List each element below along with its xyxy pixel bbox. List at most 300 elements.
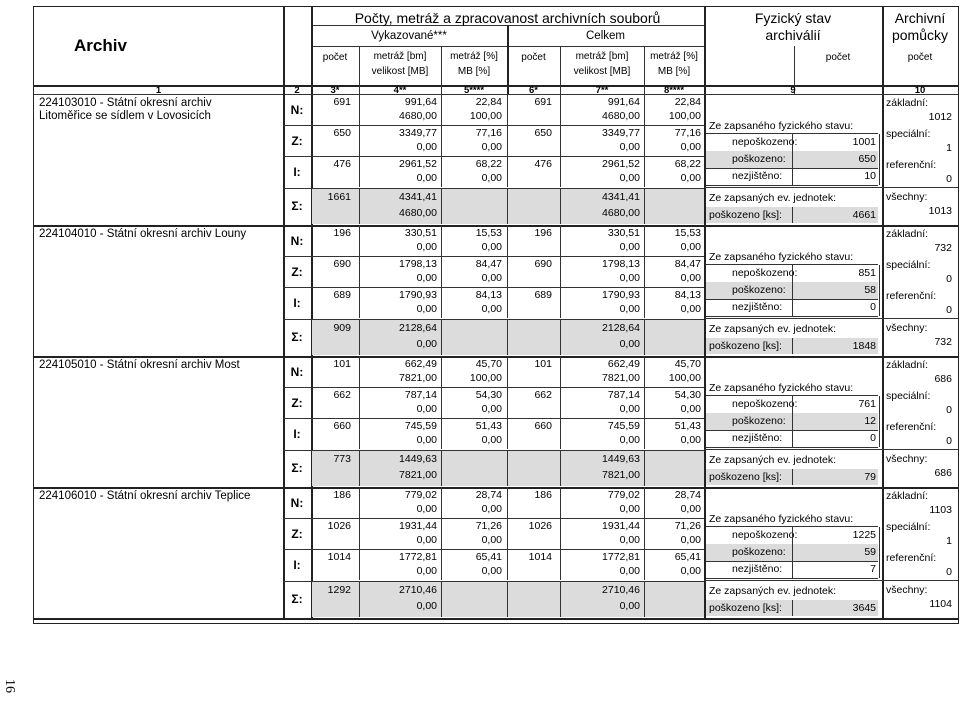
sum-velikost-cell: 4680,00 (399, 207, 437, 219)
percent-mb-cell: 0,00 (481, 272, 502, 284)
header-pocet: počet (521, 52, 546, 63)
fyz-value-neposkozeno: 851 (858, 267, 876, 279)
count-cell: 650 (333, 127, 351, 139)
header-celkem: Celkem (586, 30, 625, 42)
velikost-cell: 0,00 (416, 172, 437, 184)
row-label: N: (290, 102, 304, 117)
pom-label-specialni: speciální: (886, 259, 931, 271)
fyz-head: Ze zapsaného fyzického stavu: (709, 120, 854, 132)
fyz-label-nezjisteno: nezjištěno: (732, 563, 783, 575)
count-cell: 186 (333, 489, 351, 501)
sum-metraz-cell: 2710,46 (399, 584, 437, 596)
percent-m-cell: 84,47 (475, 258, 502, 270)
pom-value-referencni: 0 (946, 435, 952, 447)
header-metraz: metráž [bm] (373, 51, 427, 62)
percent-m-cell: 65,41 (475, 551, 502, 563)
metraz-cell: 991,64 (404, 96, 437, 108)
header-pocet-fyz: počet (825, 52, 851, 63)
pom-label-zakladni: základní: (886, 228, 929, 240)
celkem-percent-m-cell: 71,26 (674, 520, 701, 532)
pom-label-vsechny: všechny: (886, 322, 928, 334)
fyz-label-neposkozeno: nepoškozeno: (732, 267, 798, 279)
pom-value-vsechny: 686 (934, 467, 952, 479)
row-label: I: (293, 295, 301, 310)
celkem-velikost-cell: 4680,00 (602, 110, 640, 122)
fyz-label-neposkozeno: nepoškozeno: (732, 529, 798, 541)
fyz-value-nezjisteno: 7 (870, 563, 876, 575)
ev-label: poškozeno [ks]: (709, 340, 782, 352)
velikost-cell: 7821,00 (399, 372, 437, 384)
celkem-velikost-cell: 7821,00 (602, 372, 640, 384)
grid-line (879, 527, 880, 544)
grid-line (283, 156, 704, 157)
sum-count-cell: 1292 (327, 584, 351, 596)
count-cell: 476 (333, 158, 351, 170)
celkem-count-cell: 1026 (528, 520, 552, 532)
percent-mb-cell: 0,00 (481, 303, 502, 315)
count-cell: 689 (333, 289, 351, 301)
grid-line (706, 447, 878, 448)
grid-line (792, 151, 793, 168)
header-procent-m: metráž [%] (650, 51, 698, 62)
celkem-percent-mb-cell: 0,00 (680, 303, 701, 315)
fyz-label-nezjisteno: nezjištěno: (732, 170, 783, 182)
celkem-percent-mb-cell: 0,00 (680, 272, 701, 284)
grid-line (792, 168, 793, 185)
celkem-count-cell: 691 (534, 96, 552, 108)
celkem-velikost-cell: 0,00 (619, 241, 640, 253)
grid-line (441, 319, 442, 355)
fyz-label-neposkozeno: nepoškozeno: (732, 398, 798, 410)
celkem-percent-m-cell: 15,53 (674, 227, 701, 239)
velikost-cell: 0,00 (416, 503, 437, 515)
header-fyzicky-stav: Fyzický stav (754, 10, 832, 26)
grid-line (441, 450, 442, 486)
row-label: N: (290, 233, 304, 248)
pom-label-specialni: speciální: (886, 521, 931, 533)
grid-line (441, 581, 442, 617)
fyz-label-poskozeno: poškozeno: (732, 546, 786, 558)
header-pocet-pom: počet (907, 52, 933, 63)
pom-value-vsechny: 1013 (928, 205, 952, 217)
row-label: N: (290, 364, 304, 379)
grid-line (644, 188, 645, 224)
grid-line (283, 549, 704, 550)
pom-label-referencni: referenční: (886, 290, 937, 302)
pom-value-referencni: 0 (946, 566, 952, 578)
celkem-metraz-cell: 1772,81 (602, 551, 640, 563)
row-label: I: (293, 426, 301, 441)
row-label: Z: (291, 264, 303, 279)
velikost-cell: 0,00 (416, 241, 437, 253)
grid-line (882, 580, 958, 581)
fyz-value-neposkozeno: 1001 (852, 136, 876, 148)
grid-line (706, 578, 878, 579)
grid-line (507, 188, 508, 224)
grid-line (704, 187, 882, 188)
celkem-velikost-cell: 0,00 (619, 172, 640, 184)
sum-velikost-cell: 0,00 (416, 338, 437, 350)
metraz-cell: 1798,13 (399, 258, 437, 270)
velikost-cell: 0,00 (416, 534, 437, 546)
metraz-cell: 330,51 (404, 227, 437, 239)
row-label: N: (290, 495, 304, 510)
grid-line (706, 185, 878, 186)
pom-value-zakladni: 1012 (928, 111, 952, 123)
grid-line (792, 561, 793, 578)
celkem-count-cell: 1014 (528, 551, 552, 563)
metraz-cell: 745,59 (404, 420, 437, 432)
ev-value: 3645 (852, 602, 876, 614)
grid-line (34, 618, 958, 620)
sum-celkem-metraz-cell: 2128,64 (602, 322, 640, 334)
metraz-cell: 1931,44 (399, 520, 437, 532)
percent-mb-cell: 0,00 (481, 534, 502, 546)
celkem-velikost-cell: 0,00 (619, 403, 640, 415)
pom-label-specialni: speciální: (886, 390, 931, 402)
header-velikost: velikost [MB] (371, 66, 429, 77)
header-velikost: velikost [MB] (573, 66, 631, 77)
grid-line (706, 316, 878, 317)
grid-line (879, 265, 880, 282)
velikost-cell: 0,00 (416, 434, 437, 446)
celkem-percent-m-cell: 28,74 (674, 489, 701, 501)
velikost-cell: 4680,00 (399, 110, 437, 122)
celkem-percent-mb-cell: 0,00 (680, 141, 701, 153)
grid-line (792, 207, 793, 223)
celkem-percent-m-cell: 54,30 (674, 389, 701, 401)
grid-line (882, 318, 958, 319)
celkem-percent-mb-cell: 0,00 (680, 434, 701, 446)
pom-value-zakladni: 732 (934, 242, 952, 254)
row-label: Z: (291, 526, 303, 541)
grid-line (879, 413, 880, 430)
pom-label-vsechny: všechny: (886, 453, 928, 465)
sum-celkem-velikost-cell: 4680,00 (602, 207, 640, 219)
grid-line (792, 544, 793, 561)
celkem-metraz-cell: 745,59 (607, 420, 640, 432)
pom-label-zakladni: základní: (886, 490, 929, 502)
row-label: Z: (291, 395, 303, 410)
grid-line (792, 600, 793, 616)
row-label: I: (293, 164, 301, 179)
page-number: 16 (2, 679, 17, 693)
percent-m-cell: 68,22 (475, 158, 502, 170)
count-cell: 1014 (327, 551, 351, 563)
sum-count-cell: 909 (333, 322, 351, 334)
sum-celkem-velikost-cell: 0,00 (619, 600, 640, 612)
grid-line (644, 450, 645, 486)
fyz-head: Ze zapsaného fyzického stavu: (709, 251, 854, 263)
grid-line (792, 282, 793, 299)
velikost-cell: 0,00 (416, 403, 437, 415)
fyz-label-nezjisteno: nezjištěno: (732, 432, 783, 444)
fyz-value-nezjisteno: 0 (870, 301, 876, 313)
ev-label: poškozeno [ks]: (709, 209, 782, 221)
celkem-count-cell: 662 (534, 389, 552, 401)
grid-line (879, 282, 880, 299)
fyz-value-neposkozeno: 761 (858, 398, 876, 410)
header-vykazovane: Vykazované*** (371, 30, 447, 42)
grid-line (879, 299, 880, 316)
fyz-value-poskozeno: 650 (858, 153, 876, 165)
percent-m-cell: 71,26 (475, 520, 502, 532)
grid-line (507, 581, 508, 617)
col-number: 7** (595, 85, 609, 96)
grid-line (882, 187, 958, 188)
fyz-value-neposkozeno: 1225 (852, 529, 876, 541)
grid-line (792, 299, 793, 316)
grid-line (879, 134, 880, 151)
col-number: 5**** (463, 85, 485, 96)
grid-line (792, 430, 793, 447)
celkem-count-cell: 660 (534, 420, 552, 432)
percent-mb-cell: 100,00 (469, 372, 502, 384)
count-cell: 690 (333, 258, 351, 270)
fyz-label-poskozeno: poškozeno: (732, 415, 786, 427)
count-cell: 691 (333, 96, 351, 108)
percent-mb-cell: 0,00 (481, 403, 502, 415)
percent-m-cell: 22,84 (475, 96, 502, 108)
count-cell: 1026 (327, 520, 351, 532)
pom-value-referencni: 0 (946, 304, 952, 316)
grid-line (792, 396, 793, 413)
ev-head: Ze zapsaných ev. jednotek: (709, 323, 837, 335)
percent-mb-cell: 0,00 (481, 503, 502, 515)
celkem-percent-mb-cell: 100,00 (668, 110, 701, 122)
fyz-label-poskozeno: poškozeno: (732, 153, 786, 165)
celkem-count-cell: 196 (534, 227, 552, 239)
count-cell: 196 (333, 227, 351, 239)
grid-line (879, 168, 880, 185)
grid-line (283, 287, 704, 288)
celkem-metraz-cell: 779,02 (607, 489, 640, 501)
grid-line (283, 256, 704, 257)
count-cell: 660 (333, 420, 351, 432)
archive-name: 224105010 - Státní okresní archiv Most (39, 359, 240, 371)
col-number: 1 (155, 85, 162, 96)
header-archiv: Archiv (74, 36, 127, 55)
grid-line (283, 125, 704, 126)
grid-line (507, 450, 508, 486)
header-pomucky: pomůcky (891, 27, 949, 43)
velikost-cell: 0,00 (416, 272, 437, 284)
ev-head: Ze zapsaných ev. jednotek: (709, 585, 837, 597)
grid-line (792, 265, 793, 282)
celkem-velikost-cell: 0,00 (619, 565, 640, 577)
fyz-value-nezjisteno: 10 (864, 170, 876, 182)
ev-head: Ze zapsaných ev. jednotek: (709, 454, 837, 466)
archive-name: 224103010 - Státní okresní archiv (39, 97, 212, 109)
celkem-percent-m-cell: 22,84 (674, 96, 701, 108)
celkem-count-cell: 650 (534, 127, 552, 139)
celkem-velikost-cell: 0,00 (619, 141, 640, 153)
grid-line (283, 188, 704, 189)
metraz-cell: 1790,93 (399, 289, 437, 301)
percent-m-cell: 77,16 (475, 127, 502, 139)
percent-m-cell: 15,53 (475, 227, 502, 239)
metraz-cell: 1772,81 (399, 551, 437, 563)
fyz-value-poskozeno: 58 (864, 284, 876, 296)
celkem-percent-mb-cell: 0,00 (680, 503, 701, 515)
fyz-head: Ze zapsaného fyzického stavu: (709, 513, 854, 525)
celkem-percent-m-cell: 65,41 (674, 551, 701, 563)
metraz-cell: 2961,52 (399, 158, 437, 170)
sum-metraz-cell: 4341,41 (399, 191, 437, 203)
pom-value-specialni: 0 (946, 404, 952, 416)
percent-mb-cell: 0,00 (481, 172, 502, 184)
fyz-value-poskozeno: 59 (864, 546, 876, 558)
sum-count-cell: 773 (333, 453, 351, 465)
pom-value-vsechny: 732 (934, 336, 952, 348)
pom-value-specialni: 1 (946, 535, 952, 547)
celkem-percent-m-cell: 45,70 (674, 358, 701, 370)
celkem-count-cell: 689 (534, 289, 552, 301)
pom-label-zakladni: základní: (886, 359, 929, 371)
celkem-percent-mb-cell: 0,00 (680, 534, 701, 546)
celkem-velikost-cell: 0,00 (619, 272, 640, 284)
col-number: 2 (294, 85, 300, 96)
celkem-metraz-cell: 330,51 (607, 227, 640, 239)
fyz-label-nezjisteno: nezjištěno: (732, 301, 783, 313)
pom-value-specialni: 0 (946, 273, 952, 285)
grid-line (879, 396, 880, 413)
col-number: 4** (393, 85, 407, 96)
grid-line (283, 7, 285, 94)
pom-value-vsechny: 1104 (929, 598, 952, 610)
grid-line (879, 430, 880, 447)
archive-statistics-table (33, 6, 959, 624)
grid-line (283, 518, 704, 519)
metraz-cell: 3349,77 (399, 127, 437, 139)
celkem-metraz-cell: 991,64 (607, 96, 640, 108)
sum-celkem-metraz-cell: 2710,46 (602, 584, 640, 596)
celkem-percent-m-cell: 84,13 (674, 289, 701, 301)
col-number: 9 (790, 85, 796, 96)
grid-line (283, 450, 704, 451)
percent-mb-cell: 0,00 (481, 241, 502, 253)
percent-mb-cell: 0,00 (481, 565, 502, 577)
grid-line (283, 387, 704, 388)
count-cell: 101 (333, 358, 351, 370)
percent-mb-cell: 0,00 (481, 141, 502, 153)
header-archivni: Archivní (894, 10, 946, 26)
percent-mb-cell: 0,00 (481, 434, 502, 446)
row-label: I: (293, 557, 301, 572)
header-group-title: Počty, metráž a zpracovanost archivních souborů (354, 10, 661, 26)
celkem-percent-mb-cell: 0,00 (680, 565, 701, 577)
header-metraz: metráž [bm] (575, 51, 629, 62)
celkem-count-cell: 476 (534, 158, 552, 170)
celkem-count-cell: 101 (534, 358, 552, 370)
grid-line (283, 319, 704, 320)
fyz-label-poskozeno: poškozeno: (732, 284, 786, 296)
metraz-cell: 779,02 (404, 489, 437, 501)
fyz-value-nezjisteno: 0 (870, 432, 876, 444)
sum-celkem-velikost-cell: 7821,00 (602, 469, 640, 481)
grid-line (792, 413, 793, 430)
row-label: Σ: (291, 592, 303, 606)
col-number: 10 (914, 85, 926, 96)
col-number: 3* (330, 85, 340, 96)
pom-label-referencni: referenční: (886, 552, 937, 564)
pom-value-specialni: 1 (946, 142, 952, 154)
grid-line (441, 188, 442, 224)
grid-line (283, 581, 704, 582)
pom-label-referencni: referenční: (886, 159, 937, 171)
celkem-velikost-cell: 0,00 (619, 434, 640, 446)
grid-line (879, 544, 880, 561)
sum-velikost-cell: 0,00 (416, 600, 437, 612)
celkem-count-cell: 690 (534, 258, 552, 270)
grid-line (704, 318, 882, 319)
count-cell: 662 (333, 389, 351, 401)
grid-line (792, 469, 793, 485)
header-procent-m: metráž [%] (450, 51, 498, 62)
sum-metraz-cell: 2128,64 (399, 322, 437, 334)
archive-name: Litoměřice se sídlem v Lovosicích (39, 110, 211, 122)
header-procent-mb: MB [%] (457, 66, 491, 77)
velikost-cell: 0,00 (416, 303, 437, 315)
col-number: 6* (529, 85, 538, 96)
grid-line (792, 134, 793, 151)
archive-name: 224106010 - Státní okresní archiv Teplice (39, 490, 251, 502)
velikost-cell: 0,00 (416, 141, 437, 153)
percent-m-cell: 54,30 (475, 389, 502, 401)
ev-value: 1848 (852, 340, 876, 352)
grid-line (879, 151, 880, 168)
celkem-velikost-cell: 0,00 (619, 303, 640, 315)
pom-label-referencni: referenční: (886, 421, 937, 433)
metraz-cell: 662,49 (404, 358, 437, 370)
header-archivalii: archiválií (765, 27, 821, 43)
ev-value: 79 (864, 471, 876, 483)
grid-line (879, 561, 880, 578)
celkem-percent-mb-cell: 0,00 (680, 241, 701, 253)
sum-celkem-metraz-cell: 4341,41 (602, 191, 640, 203)
celkem-metraz-cell: 787,14 (607, 389, 640, 401)
grid-line (792, 527, 793, 544)
metraz-cell: 787,14 (404, 389, 437, 401)
sum-metraz-cell: 1449,63 (399, 453, 437, 465)
percent-m-cell: 45,70 (475, 358, 502, 370)
pom-value-zakladni: 1103 (929, 504, 952, 516)
grid-line (644, 581, 645, 617)
celkem-percent-mb-cell: 100,00 (668, 372, 701, 384)
celkem-percent-m-cell: 51,43 (674, 420, 701, 432)
fyz-value-poskozeno: 12 (864, 415, 876, 427)
celkem-velikost-cell: 0,00 (619, 534, 640, 546)
grid-line (283, 418, 704, 419)
grid-line (644, 319, 645, 355)
percent-m-cell: 28,74 (475, 489, 502, 501)
sum-count-cell: 1661 (327, 191, 351, 203)
velikost-cell: 0,00 (416, 565, 437, 577)
ev-label: poškozeno [ks]: (709, 602, 782, 614)
pom-value-referencni: 0 (946, 173, 952, 185)
celkem-percent-m-cell: 84,47 (674, 258, 701, 270)
grid-line (704, 449, 882, 450)
header-pocet: počet (322, 52, 348, 63)
celkem-velikost-cell: 0,00 (619, 503, 640, 515)
sum-velikost-cell: 7821,00 (399, 469, 437, 481)
celkem-metraz-cell: 2961,52 (602, 158, 640, 170)
grid-line (882, 449, 958, 450)
celkem-count-cell: 186 (534, 489, 552, 501)
ev-head: Ze zapsaných ev. jednotek: (709, 192, 837, 204)
celkem-percent-mb-cell: 0,00 (680, 172, 701, 184)
percent-mb-cell: 100,00 (469, 110, 502, 122)
